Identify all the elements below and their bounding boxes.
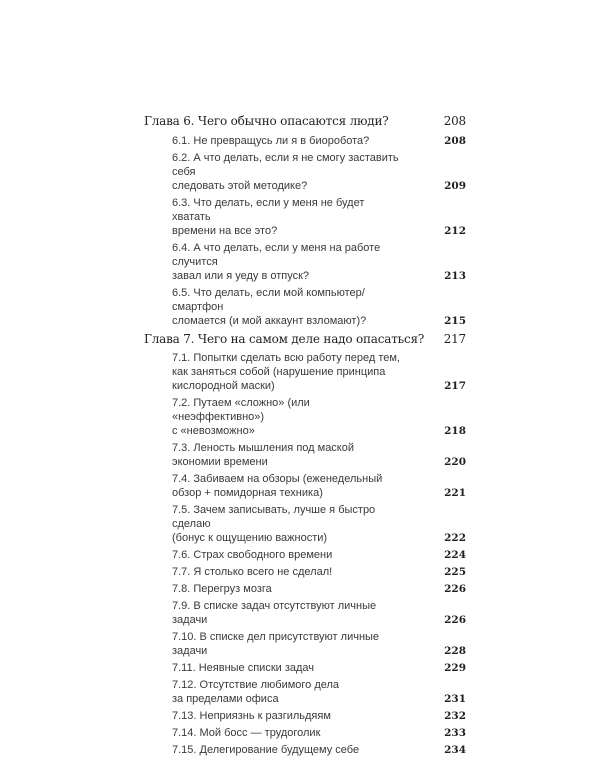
entry-page-number: 208 — [444, 135, 466, 147]
entry-title: 6.2. А что делать, если я не смогу заставить себя следовать этой методике? — [172, 152, 399, 192]
entry-title: 7.11. Неявные списки задач — [172, 662, 315, 674]
chapter-page-number: 208 — [443, 114, 466, 128]
toc-entry — [172, 441, 466, 469]
toc-entry — [172, 472, 466, 500]
toc-entry — [172, 286, 466, 328]
entry-title: 6.1. Не превращусь ли я в биоробота? — [172, 135, 370, 147]
entry-page-number: 232 — [444, 710, 466, 722]
toc-entry — [172, 565, 466, 579]
entry-page-number: 228 — [444, 645, 466, 657]
toc-entry — [172, 503, 466, 545]
toc-entry — [172, 630, 466, 658]
chapter-page-number: 217 — [443, 332, 466, 346]
entry-title: 7.6. Страх свободного времени — [172, 549, 333, 561]
toc-entry — [172, 351, 466, 393]
entry-title: 6.4. А что делать, если у меня на работе случится завал или я уеду в отпуск? — [172, 242, 381, 282]
entry-title: 7.13. Неприязнь к разгильдяям — [172, 710, 331, 722]
entry-page-number: 209 — [444, 180, 466, 192]
toc-entry — [172, 678, 466, 706]
entry-title: 7.14. Мой босс — трудоголик — [172, 727, 321, 739]
entry-page-number: 213 — [444, 270, 466, 282]
toc-entry — [172, 134, 466, 148]
toc-entry — [172, 661, 466, 675]
toc-entry — [172, 241, 466, 283]
entry-page-number: 229 — [444, 662, 466, 674]
chapter-heading — [144, 113, 466, 130]
toc-entry — [172, 599, 466, 627]
entry-page-number: 217 — [444, 380, 466, 392]
table-of-contents — [144, 113, 466, 760]
entry-page-number: 226 — [444, 583, 466, 595]
entry-title: 7.1. Попытки сделать всю работу перед тем, как заняться собой (нарушение принципа кислородной маски) — [172, 352, 400, 392]
toc-entry — [172, 709, 466, 723]
entry-title: 7.8. Перегруз мозга — [172, 583, 272, 595]
entry-title: 7.3. Леность мышления под маской экономии времени — [172, 442, 355, 468]
entry-page-number: 215 — [444, 315, 466, 327]
toc-entry — [172, 151, 466, 193]
chapter-title: Глава 7. Чего на самом деле надо опасаться? — [144, 332, 425, 346]
entry-page-number: 222 — [444, 532, 466, 544]
entry-title: 6.3. Что делать, если у меня не будет хватать времени на все это? — [172, 197, 365, 237]
entry-title: 6.5. Что делать, если мой компьютер/смартфон сломается (и мой аккаунт взломают)? — [172, 287, 367, 327]
entry-page-number: 226 — [444, 614, 466, 626]
entry-title: 7.5. Зачем записывать, лучше я быстро сделаю (бонус к ощущению важности) — [172, 504, 376, 544]
chapter-title: Глава 6. Чего обычно опасаются люди? — [144, 114, 389, 128]
entry-page-number: 218 — [444, 425, 466, 437]
entry-page-number: 212 — [444, 225, 466, 237]
chapter-heading — [144, 331, 466, 348]
toc-entry — [172, 196, 466, 238]
toc-entry — [172, 743, 466, 757]
entry-title: 7.2. Путаем «сложно» (или «неэффективно») с «невозможно» — [172, 397, 310, 437]
entry-title: 7.12. Отсутствие любимого дела за пределами офиса — [172, 679, 340, 705]
entry-page-number: 221 — [444, 487, 466, 499]
entry-page-number: 225 — [444, 566, 466, 578]
entry-page-number: 231 — [444, 693, 466, 705]
entry-title: 7.9. В списке задач отсутствуют личные задачи — [172, 600, 377, 626]
entry-page-number: 224 — [444, 549, 466, 561]
entry-title: 7.15. Делегирование будущему себе — [172, 744, 360, 756]
entry-page-number: 220 — [444, 456, 466, 468]
entry-page-number: 233 — [444, 727, 466, 739]
entry-title: 7.4. Забиваем на обзоры (еженедельный обзор + помидорная техника) — [172, 473, 383, 499]
toc-entry — [172, 548, 466, 562]
entry-page-number: 234 — [444, 744, 466, 756]
toc-entry — [172, 726, 466, 740]
toc-entry — [172, 396, 466, 438]
entry-title: 7.7. Я столько всего не сделал! — [172, 566, 333, 578]
entry-title: 7.10. В списке дел присутствуют личные задачи — [172, 631, 380, 657]
toc-entry — [172, 582, 466, 596]
